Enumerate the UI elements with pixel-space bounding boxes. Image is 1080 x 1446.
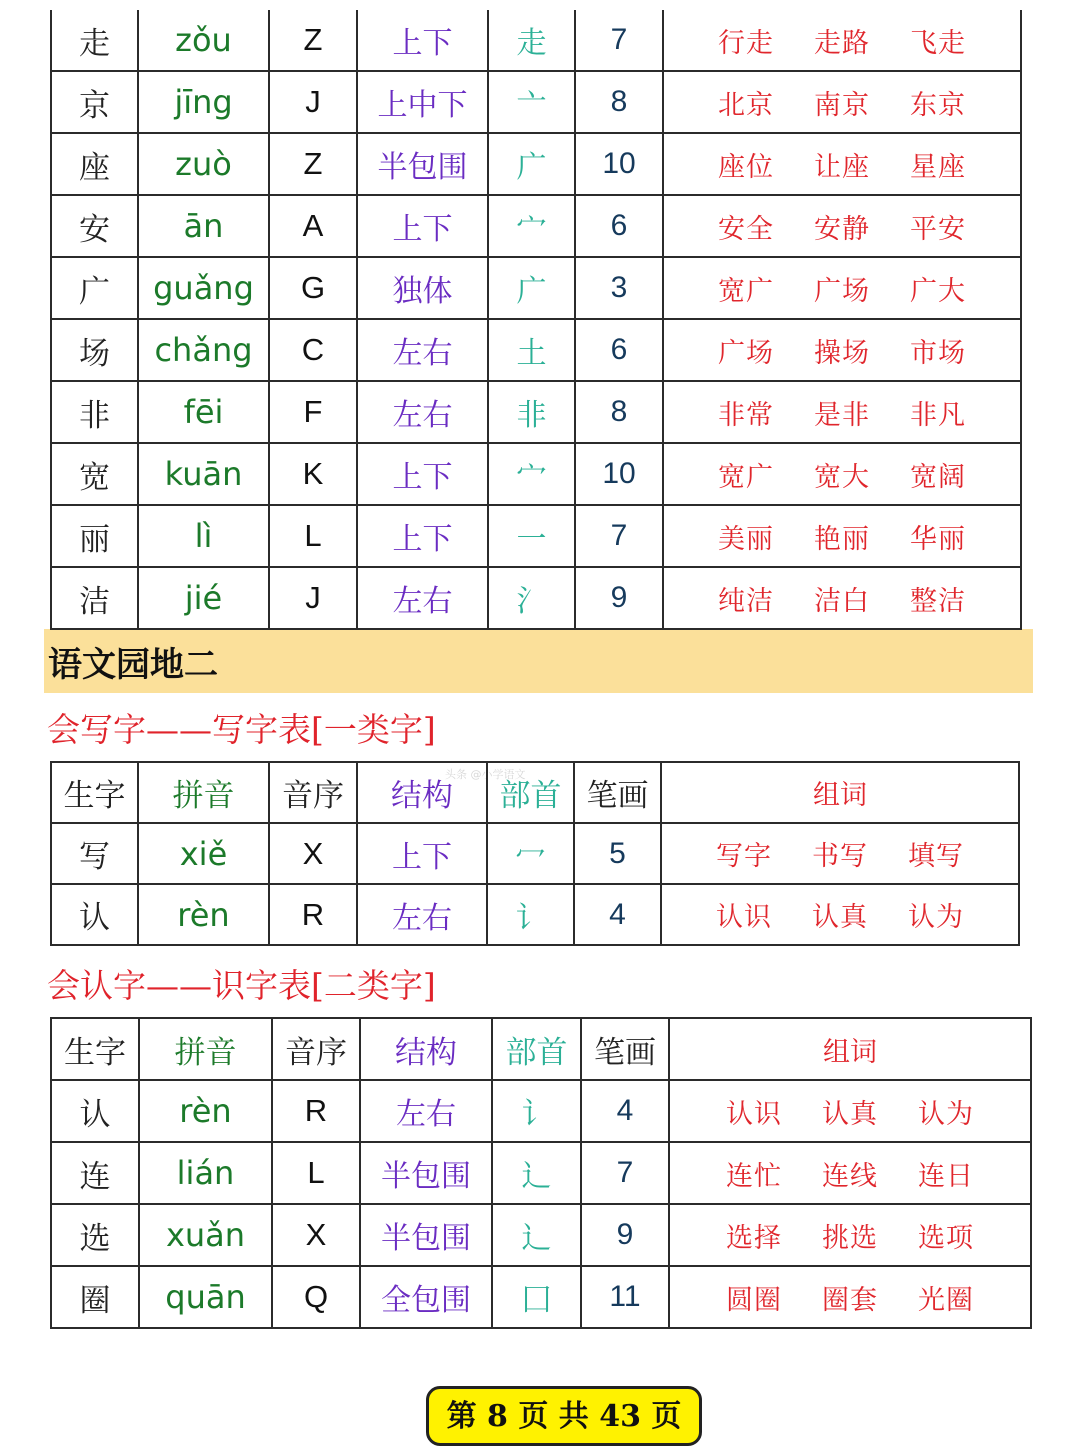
order-cell: Z (269, 133, 357, 195)
word-item: 认为 (908, 902, 964, 933)
word-item: 广场 (718, 337, 774, 369)
word-item: 非凡 (910, 399, 966, 431)
table-row (51, 133, 1021, 195)
words-cell (669, 1204, 1031, 1266)
word-item: 艳丽 (814, 523, 870, 555)
word-item: 圆圈 (726, 1284, 782, 1316)
header-radical: 部首 (487, 762, 574, 823)
structure-cell: 左右 (357, 319, 488, 381)
header-order: 音序 (272, 1018, 360, 1080)
words-cell (661, 884, 1019, 945)
order-cell: G (269, 257, 357, 319)
strokes-cell: 7 (575, 505, 663, 567)
word-item: 走路 (814, 27, 870, 59)
header-char: 生字 (51, 1018, 139, 1080)
words-cell (663, 71, 1021, 133)
table-row (51, 319, 1021, 381)
word-item: 华丽 (910, 523, 966, 555)
pinyin-cell: kuān (138, 443, 269, 505)
order-cell: J (269, 567, 357, 629)
header-structure: 结构 (357, 762, 487, 823)
table-row (51, 567, 1021, 629)
strokes-cell: 5 (574, 823, 661, 884)
strokes-cell: 9 (575, 567, 663, 629)
word-item: 宽广 (718, 275, 774, 307)
header-structure: 结构 (360, 1018, 492, 1080)
word-item: 广场 (814, 275, 870, 307)
structure-cell: 上下 (357, 10, 488, 71)
words-cell (663, 319, 1021, 381)
word-item: 东京 (910, 89, 966, 121)
order-cell: C (269, 319, 357, 381)
pinyin-cell: quān (139, 1266, 272, 1328)
word-item: 安静 (814, 213, 870, 245)
pinyin-cell: lì (138, 505, 269, 567)
table-header-row (51, 1018, 1031, 1080)
radical-cell: 宀 (488, 443, 575, 505)
strokes-cell: 4 (574, 884, 661, 945)
words-cell (669, 1266, 1031, 1328)
order-cell: X (269, 823, 357, 884)
write-character-table (50, 761, 1020, 946)
table-header-row (51, 762, 1019, 823)
radical-cell: 土 (488, 319, 575, 381)
char-cell: 广 (51, 257, 138, 319)
structure-cell: 半包围 (360, 1204, 492, 1266)
order-cell: F (269, 381, 357, 443)
pinyin-cell: xuǎn (139, 1204, 272, 1266)
char-cell: 连 (51, 1142, 139, 1204)
order-cell: K (269, 443, 357, 505)
words-cell (669, 1080, 1031, 1142)
pinyin-cell: chǎng (138, 319, 269, 381)
word-item: 安全 (718, 213, 774, 245)
structure-cell: 上中下 (357, 71, 488, 133)
char-cell: 写 (51, 823, 138, 884)
order-cell: R (269, 884, 357, 945)
radical-cell: 走 (488, 10, 575, 71)
character-table-top (50, 10, 1022, 630)
order-cell: Q (272, 1266, 360, 1328)
order-cell: Z (269, 10, 357, 71)
header-pinyin: 拼音 (139, 1018, 272, 1080)
pinyin-cell: rèn (139, 1080, 272, 1142)
word-item: 座位 (718, 151, 774, 183)
table-row (51, 1266, 1031, 1328)
pinyin-cell: rèn (138, 884, 269, 945)
header-order: 音序 (269, 762, 357, 823)
pinyin-cell: zuò (138, 133, 269, 195)
radical-cell: 辶 (492, 1142, 581, 1204)
structure-cell: 左右 (357, 381, 488, 443)
pinyin-cell: jié (138, 567, 269, 629)
word-item: 认识 (726, 1098, 782, 1130)
char-cell: 圈 (51, 1266, 139, 1328)
radical-cell: 一 (488, 505, 575, 567)
pinyin-cell: fēi (138, 381, 269, 443)
structure-cell: 独体 (357, 257, 488, 319)
table-row (51, 1080, 1031, 1142)
words-cell (661, 823, 1019, 884)
header-strokes: 笔画 (581, 1018, 669, 1080)
radical-cell: 辶 (492, 1204, 581, 1266)
word-item: 广大 (910, 275, 966, 307)
char-cell: 京 (51, 71, 138, 133)
table-row (51, 884, 1019, 945)
words-cell (663, 195, 1021, 257)
char-cell: 安 (51, 195, 138, 257)
radical-cell: 宀 (488, 195, 575, 257)
strokes-cell: 3 (575, 257, 663, 319)
char-cell: 座 (51, 133, 138, 195)
word-item: 整洁 (910, 585, 966, 617)
word-item: 非常 (718, 399, 774, 431)
table-row (51, 1204, 1031, 1266)
pinyin-cell: zǒu (138, 10, 269, 71)
word-item: 宽阔 (910, 461, 966, 493)
strokes-cell: 6 (575, 195, 663, 257)
strokes-cell: 7 (581, 1142, 669, 1204)
word-item: 认真 (812, 902, 868, 933)
radical-cell: 非 (488, 381, 575, 443)
structure-cell: 上下 (357, 823, 487, 884)
structure-cell: 左右 (357, 567, 488, 629)
header-pinyin: 拼音 (138, 762, 269, 823)
watermark-text: 头条 @小学语文 (445, 768, 526, 781)
radical-cell: 冖 (487, 823, 574, 884)
strokes-cell: 6 (575, 319, 663, 381)
radical-cell: 讠 (487, 884, 574, 945)
word-item: 让座 (814, 151, 870, 183)
word-item: 写字 (716, 841, 772, 872)
word-item: 宽大 (814, 461, 870, 493)
structure-cell: 半包围 (357, 133, 488, 195)
word-item: 是非 (814, 399, 870, 431)
structure-cell: 上下 (357, 443, 488, 505)
word-item: 认真 (822, 1098, 878, 1130)
word-item: 飞走 (910, 27, 966, 59)
radical-cell: 广 (488, 257, 575, 319)
word-item: 洁白 (814, 585, 870, 617)
strokes-cell: 8 (575, 71, 663, 133)
word-item: 操场 (814, 337, 870, 369)
order-cell: J (269, 71, 357, 133)
table-row (51, 257, 1021, 319)
word-item: 市场 (910, 337, 966, 369)
words-cell (663, 443, 1021, 505)
pinyin-cell: guǎng (138, 257, 269, 319)
write-section-heading: 会写字——写字表[一类字] (47, 710, 436, 749)
read-section-heading: 会认字——识字表[二类字] (47, 966, 436, 1005)
word-item: 选择 (726, 1222, 782, 1254)
word-item: 认为 (918, 1098, 974, 1130)
pinyin-cell: lián (139, 1142, 272, 1204)
structure-cell: 半包围 (360, 1142, 492, 1204)
char-cell: 选 (51, 1204, 139, 1266)
word-item: 平安 (910, 213, 966, 245)
words-cell (663, 133, 1021, 195)
strokes-cell: 4 (581, 1080, 669, 1142)
word-item: 南京 (814, 89, 870, 121)
word-item: 连线 (822, 1160, 878, 1192)
radical-cell: 囗 (492, 1266, 581, 1328)
word-item: 书写 (812, 841, 868, 872)
table-row (51, 381, 1021, 443)
word-item: 连日 (918, 1160, 974, 1192)
word-item: 圈套 (822, 1284, 878, 1316)
word-item: 宽广 (718, 461, 774, 493)
pinyin-cell: xiě (138, 823, 269, 884)
table-row (51, 443, 1021, 505)
word-item: 行走 (718, 27, 774, 59)
table-row (51, 195, 1021, 257)
words-cell (663, 381, 1021, 443)
strokes-cell: 10 (575, 133, 663, 195)
word-item: 星座 (910, 151, 966, 183)
words-cell (663, 567, 1021, 629)
table-row (51, 10, 1021, 71)
pinyin-cell: ān (138, 195, 269, 257)
header-words: 组词 (661, 762, 1019, 823)
structure-cell: 上下 (357, 505, 488, 567)
structure-cell: 左右 (360, 1080, 492, 1142)
word-item: 纯洁 (718, 585, 774, 617)
section-title: 语文园地二 (48, 645, 218, 685)
table-row (51, 505, 1021, 567)
words-cell (663, 505, 1021, 567)
word-item: 选项 (918, 1222, 974, 1254)
char-cell: 丽 (51, 505, 138, 567)
word-item: 北京 (718, 89, 774, 121)
read-character-table (50, 1017, 1032, 1329)
char-cell: 宽 (51, 443, 138, 505)
word-item: 认识 (716, 902, 772, 933)
words-cell (669, 1142, 1031, 1204)
word-item: 挑选 (822, 1222, 878, 1254)
order-cell: X (272, 1204, 360, 1266)
radical-cell: 广 (488, 133, 575, 195)
radical-cell: 氵 (488, 567, 575, 629)
strokes-cell: 10 (575, 443, 663, 505)
pinyin-cell: jīng (138, 71, 269, 133)
char-cell: 认 (51, 1080, 139, 1142)
structure-cell: 上下 (357, 195, 488, 257)
word-item: 美丽 (718, 523, 774, 555)
table-row (51, 1142, 1031, 1204)
words-cell (663, 257, 1021, 319)
table-row (51, 823, 1019, 884)
char-cell: 认 (51, 884, 138, 945)
header-words: 组词 (669, 1018, 1031, 1080)
strokes-cell: 7 (575, 10, 663, 71)
table-row (51, 71, 1021, 133)
order-cell: L (272, 1142, 360, 1204)
radical-cell: 亠 (488, 71, 575, 133)
word-item: 填写 (908, 841, 964, 872)
header-strokes: 笔画 (574, 762, 661, 823)
radical-cell: 讠 (492, 1080, 581, 1142)
order-cell: L (269, 505, 357, 567)
page-indicator: 第 8 页 共 43 页 (426, 1386, 702, 1446)
structure-cell: 左右 (357, 884, 487, 945)
char-cell: 洁 (51, 567, 138, 629)
words-cell (663, 10, 1021, 71)
order-cell: A (269, 195, 357, 257)
strokes-cell: 9 (581, 1204, 669, 1266)
strokes-cell: 11 (581, 1266, 669, 1328)
structure-cell: 全包围 (360, 1266, 492, 1328)
header-radical: 部首 (492, 1018, 581, 1080)
strokes-cell: 8 (575, 381, 663, 443)
header-char: 生字 (51, 762, 138, 823)
char-cell: 走 (51, 10, 138, 71)
order-cell: R (272, 1080, 360, 1142)
char-cell: 非 (51, 381, 138, 443)
char-cell: 场 (51, 319, 138, 381)
word-item: 光圈 (918, 1284, 974, 1316)
word-item: 连忙 (726, 1160, 782, 1192)
